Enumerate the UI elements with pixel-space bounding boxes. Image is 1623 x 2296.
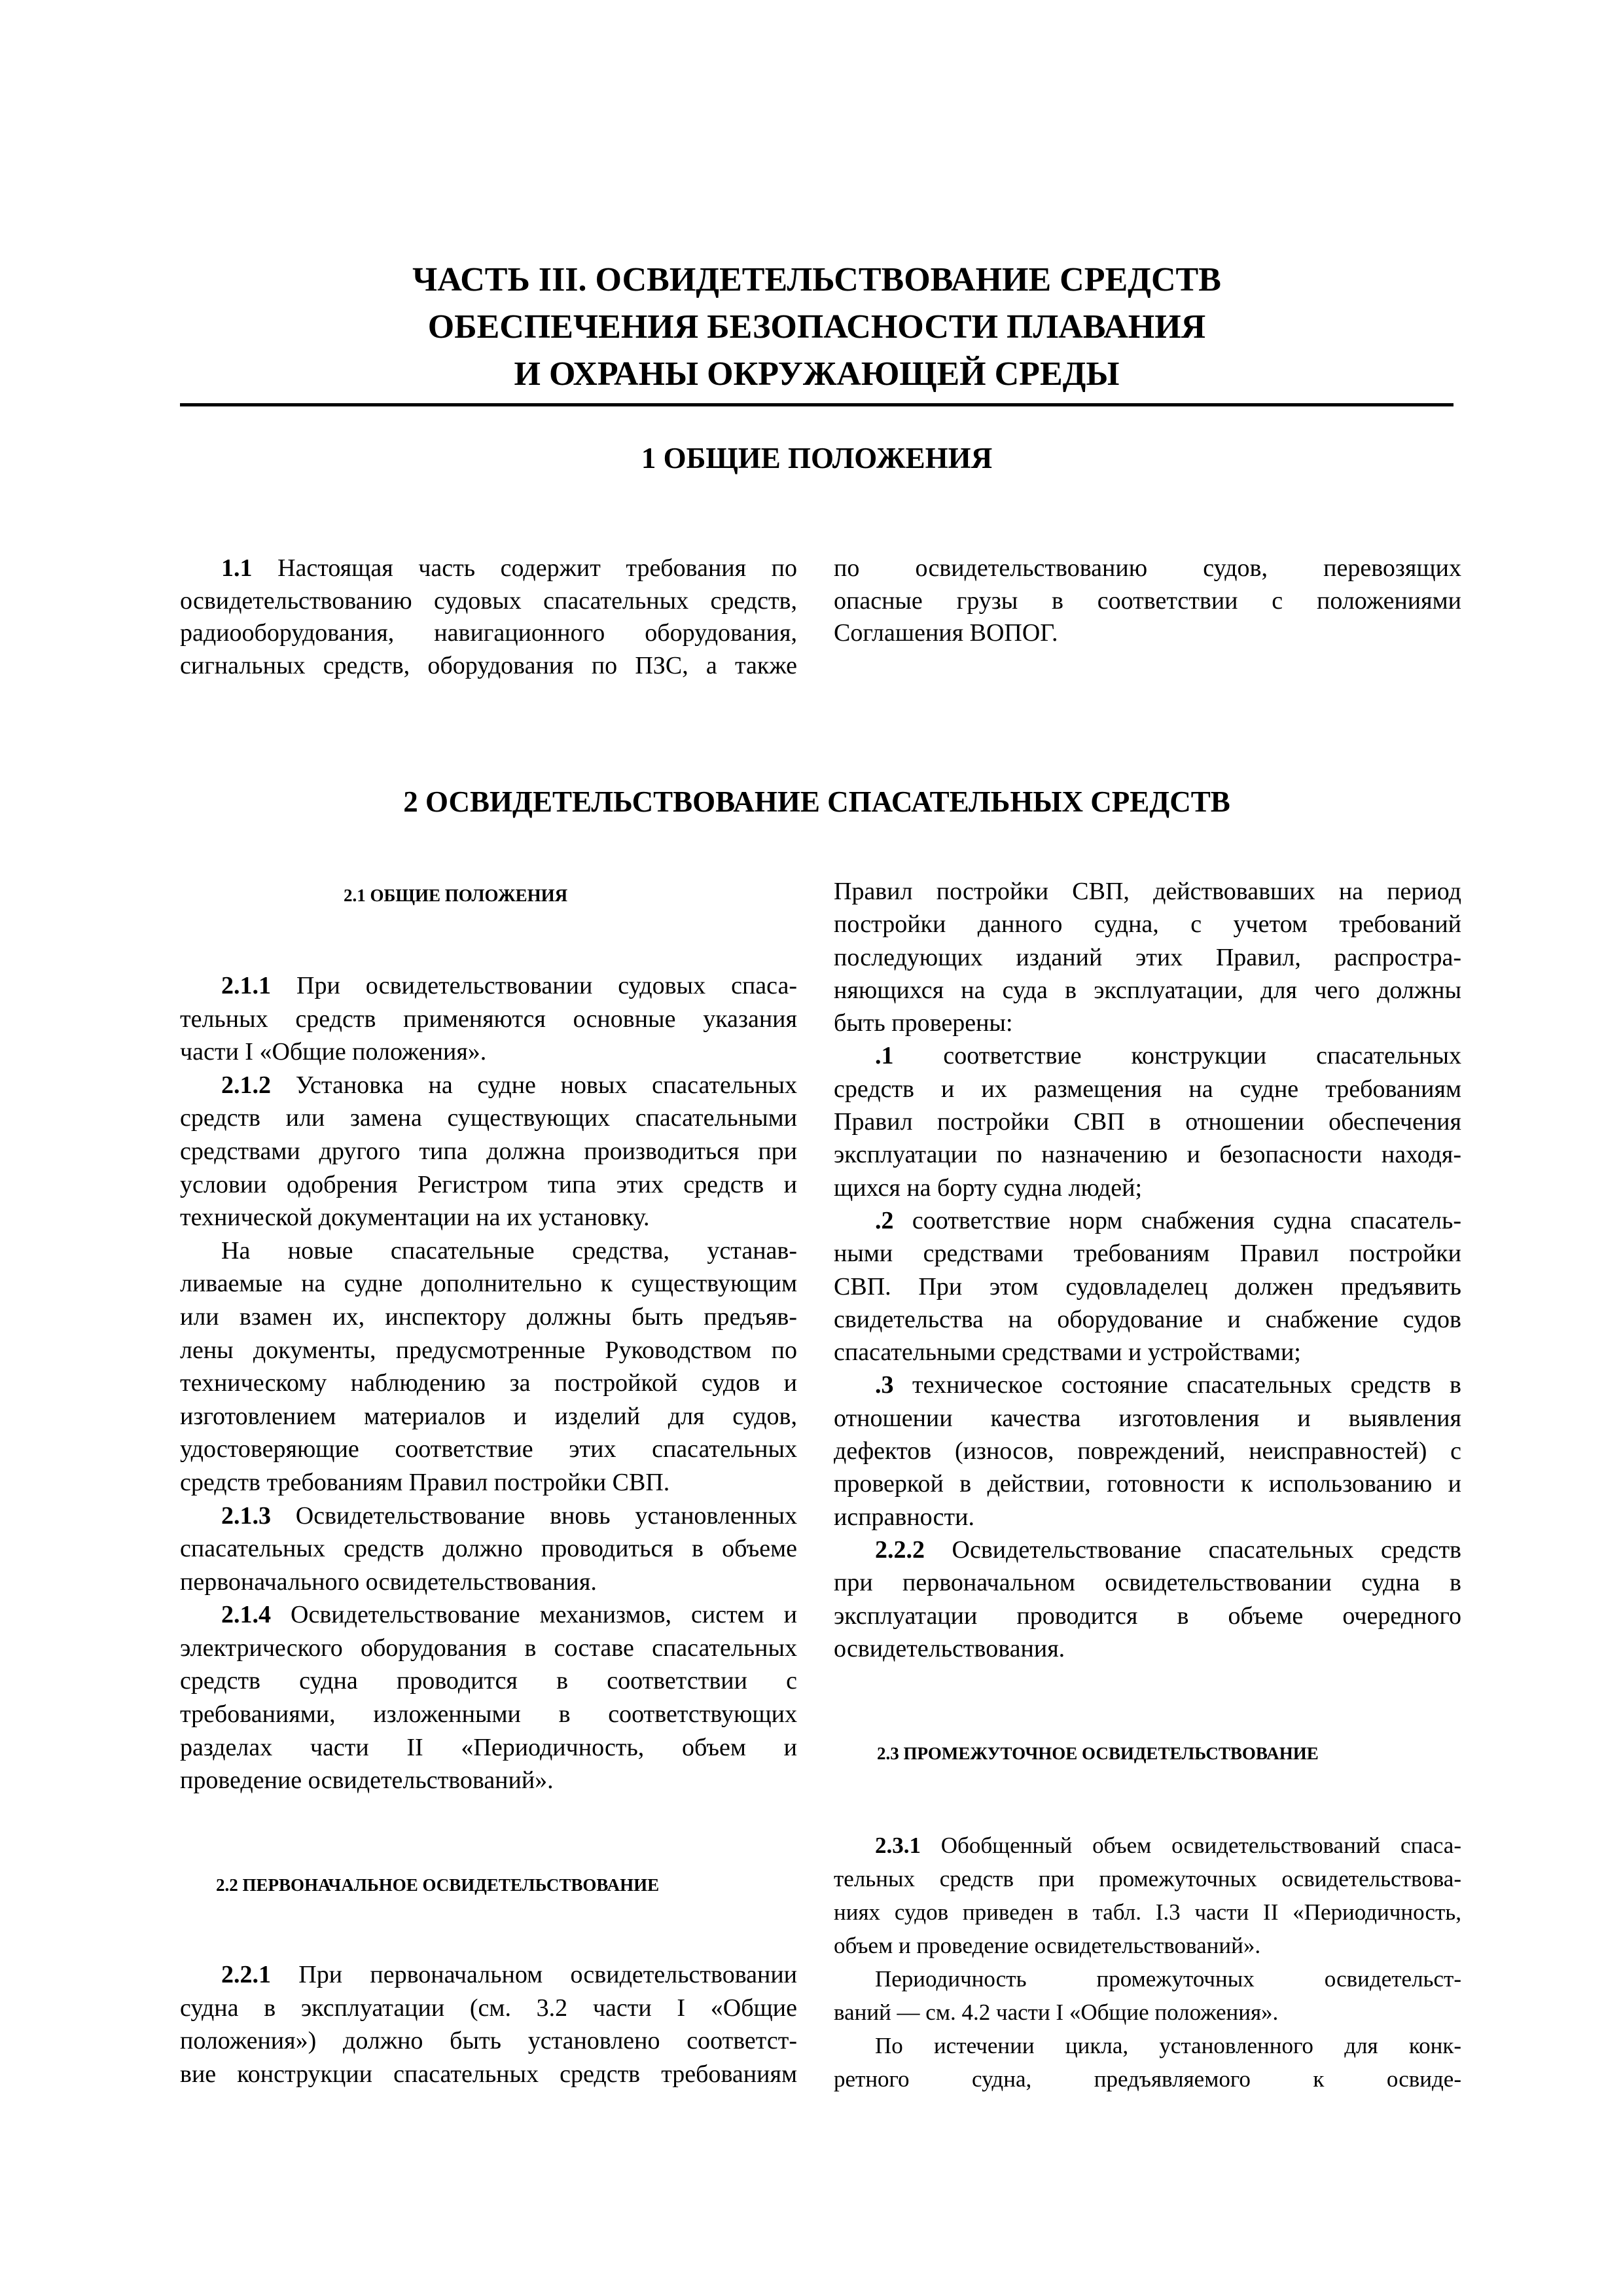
line-text: Правил постройки СВП в отношении обеспечения [834,1108,1461,1136]
paragraph-number: .1 [875,1042,894,1070]
text-line [180,1135,797,1168]
line-text: ными средствами требованиям Правил постройки [834,1240,1461,1268]
text-line [834,1402,1461,1435]
text-line [834,1369,1461,1401]
text-line [834,1962,1461,1996]
text-line [180,1035,797,1069]
paragraph-number: 2.2.1 [221,1961,271,1988]
line-text: последующих изданий этих Правил, распростра- [834,943,1461,971]
text-line [834,1105,1461,1138]
paragraph-number: 2.1.3 [221,1501,271,1530]
subsection-2-2-left-text [180,1958,797,2090]
text-line [834,1829,1461,1862]
line-text: Освидетельствование вновь установленных [295,1501,798,1530]
text-line [834,1435,1461,1467]
section-2-heading: 2 ОСВИДЕТЕЛЬСТВОВАНИЕ СПАСАТЕЛЬНЫХ СРЕДСТВ [403,785,1230,818]
line-text: На новые спасательные средства, устанав- [221,1236,797,1265]
line-text: условии одобрения Регистром типа этих средств и [180,1170,797,1198]
line-text: лены документы, предусмотренные Руководством по [180,1336,797,1364]
text-line [180,552,797,585]
text-line [834,1566,1461,1599]
text-line [180,1958,797,1992]
paragraph-number: .3 [875,1371,894,1399]
title-rule [180,403,1454,406]
text-line [834,1303,1461,1336]
text-line [180,1698,797,1731]
paragraph-number: 2.3.1 [875,1833,921,1858]
text-line [834,585,1461,618]
text-line [180,1300,797,1334]
line-text: ниях судов приведен в табл. I.3 части II «Периодичность, [834,1899,1461,1925]
text-line [834,617,1461,650]
text-line [834,908,1461,941]
paragraph [834,2029,1461,2096]
paragraph-number: 2.2.2 [875,1535,925,1564]
text-line [834,1138,1461,1171]
line-text: радиооборудования, навигационного оборудования, [180,619,797,647]
text-line [834,1467,1461,1500]
text-line [180,1466,797,1499]
line-text: Обобщенный объем освидетельствований спаса- [940,1833,1461,1858]
text-line [180,1992,797,2025]
line-text: изготовлением материалов и изделий для судов, [180,1402,797,1430]
line-text: или взамен их, инспектору должны быть предъяв- [180,1302,797,1331]
title-line: ОБЕСПЕЧЕНИЯ БЕЗОПАСНОСТИ ПЛАВАНИЯ [427,308,1206,346]
line-text: техническое состояние спасательных средств в [912,1371,1462,1399]
text-line [180,617,797,650]
paragraph [180,552,797,682]
line-text: дефектов (износов, повреждений, неисправностей) с [834,1437,1461,1465]
line-text: средств и их размещения на судне требованиям [834,1075,1461,1103]
title-line: И ОХРАНЫ ОКРУЖАЮЩЕЙ СРЕДЫ [514,355,1120,393]
subsection-2-1-text [180,969,797,1797]
line-text: исправности. [834,1503,974,1531]
text-line [834,1632,1461,1665]
line-text: ваний — см. 4.2 части I «Общие положения». [834,2000,1279,2025]
text-line [834,1534,1461,1566]
text-line [834,1501,1461,1534]
line-text: по освидетельствованию судов, перевозящих [834,554,1461,582]
paragraph [834,1039,1461,1204]
paragraph [834,1962,1461,2029]
paragraph [834,1369,1461,1533]
text-line [834,1073,1461,1105]
paragraph [180,1234,797,1499]
line-text: средств судна проводится в соответствии с [180,1667,797,1695]
text-line [180,585,797,618]
line-text: освидетельствования. [834,1634,1065,1662]
subsection-2-3-text [834,1829,1461,2096]
line-text: Правил постройки СВП, действовавших на период [834,878,1461,905]
line-text: судна в эксплуатации (см. 3.2 части I «Общие [180,1994,797,2022]
line-text: средств или замена существующих спасательными [180,1104,797,1132]
paragraph-number: 2.1.4 [221,1601,271,1629]
subsection-2-2-right-text [834,875,1461,1665]
paragraph [180,1499,797,1599]
text-line [834,2062,1461,2096]
line-text: требованиями, изложенными в соответствующих [180,1700,797,1729]
text-line [180,1632,797,1665]
paragraph [180,969,797,1069]
text-line [180,1532,797,1566]
paragraph [180,1069,797,1234]
line-text: освидетельствованию судовых спасательных средств, [180,586,797,615]
paragraph [834,1829,1461,1962]
text-line [834,1237,1461,1270]
section-1-heading: 1 ОБЩИЕ ПОЛОЖЕНИЯ [641,442,993,475]
paragraph-number: 2.1.1 [221,972,271,999]
line-text: средств требованиям Правил постройки СВП. [180,1468,670,1496]
text-line [834,1895,1461,1929]
text-line [834,974,1461,1007]
line-text: положения») должно быть установлено соответст- [180,2027,797,2055]
line-text: электрического оборудования в составе спасательных [180,1634,797,1662]
line-text: При первоначальном освидетельствовании [298,1961,798,1988]
text-line [834,1929,1461,1962]
text-line [180,1664,797,1698]
text-line [180,1234,797,1268]
text-line [180,1400,797,1433]
section-1-left-column [180,552,797,682]
line-text: вие конструкции спасательных средств требованиям [180,2060,797,2088]
line-text: части I «Общие положения». [180,1038,487,1066]
paragraph-number: 1.1 [221,554,253,582]
paragraph [180,1598,797,1797]
line-text: спасательными средствами и устройствами; [834,1338,1301,1367]
text-line [834,2029,1461,2062]
text-line [180,1102,797,1135]
line-text: няющихся на суда в эксплуатации, для чего должны [834,976,1461,1004]
text-line [180,1168,797,1202]
line-text: Настоящая часть содержит требования по [277,554,798,582]
line-text: соответствие конструкции спасательных [943,1042,1462,1070]
line-text: По истечении цикла, установленного для конк- [875,2033,1461,2058]
line-text: Установка на судне новых спасательных [295,1071,798,1099]
line-text: тельных средств применяются основные указания [180,1005,797,1033]
section-1-right-column [834,552,1461,650]
line-text: эксплуатации по назначению и безопасности находя- [834,1141,1461,1169]
text-line [834,875,1461,908]
text-line [180,1731,797,1765]
text-line [834,1862,1461,1895]
line-text: Соглашения ВОПОГ. [834,619,1058,647]
line-text: технической документации на их установку. [180,1204,650,1232]
paragraph [834,1534,1461,1665]
line-text: проведение освидетельствований». [180,1767,554,1795]
text-line [180,1499,797,1533]
subsection-2-3-heading: 2.3 ПРОМЕЖУТОЧНОЕ ОСВИДЕТЕЛЬСТВОВАНИЕ [877,1744,1319,1763]
line-text: спасательных средств должно проводиться в объеме [180,1535,797,1563]
line-text: щихся на борту судна людей; [834,1174,1143,1202]
line-text: При освидетельствовании судовых спаса- [296,972,797,999]
paragraph [834,875,1461,1039]
line-text: эксплуатации проводится в объеме очередного [834,1602,1461,1630]
text-line [180,2058,797,2091]
text-line [180,1334,797,1367]
paragraph [180,1958,797,2090]
line-text: проверкой в действии, готовности к использованию и [834,1470,1461,1498]
line-text: Освидетельствование механизмов, систем и [291,1601,798,1629]
line-text: Освидетельствование спасательных средств [952,1535,1461,1564]
line-text: СВП. При этом судовладелец должен предъявить [834,1272,1461,1300]
line-text: ретного судна, предъявляемого к освиде- [834,2066,1461,2092]
line-text: быть проверены: [834,1009,1013,1037]
text-line [180,1367,797,1400]
text-line [180,1267,797,1300]
line-text: сигнальных средств, оборудования по ПЗС, а также [180,651,797,679]
text-line [834,1336,1461,1369]
text-line [180,1003,797,1036]
text-line [180,1201,797,1234]
paragraph-number: 2.1.2 [221,1071,271,1099]
text-line [834,1039,1461,1072]
text-line [834,1204,1461,1237]
line-text: объем и проведение освидетельствований». [834,1933,1261,1958]
line-text: отношении качества изготовления и выявления [834,1404,1461,1432]
line-text: соответствие норм снабжения судна спасатель- [912,1206,1461,1234]
line-text: первоначального освидетельствования. [180,1568,597,1596]
line-text: опасные грузы в соответствии с положениями [834,586,1461,615]
subsection-2-2-heading: 2.2 ПЕРВОНАЧАЛЬНОЕ ОСВИДЕТЕЛЬСТВОВАНИЕ [216,1875,660,1895]
text-line [180,1764,797,1797]
text-line [180,650,797,683]
line-text: удостоверяющие соответствие этих спасательных [180,1435,797,1463]
text-line [834,1007,1461,1039]
line-text: техническому наблюдению за постройкой судов и [180,1369,797,1397]
text-line [180,969,797,1003]
part-title [180,257,1454,398]
text-line [834,1172,1461,1204]
text-line [180,1433,797,1466]
paragraph [834,552,1461,650]
line-text: ливаемые на судне дополнительно к существующим [180,1270,797,1298]
paragraph [834,1204,1461,1369]
text-line [834,941,1461,974]
title-line: ЧАСТЬ III. ОСВИДЕТЕЛЬСТВОВАНИЕ СРЕДСТВ [412,261,1221,298]
line-text: тельных средств при промежуточных освидетельствова- [834,1866,1461,1892]
text-line [834,552,1461,585]
line-text: свидетельства на оборудование и снабжение судов [834,1305,1461,1333]
paragraph-number: .2 [875,1206,894,1234]
text-line [180,1598,797,1632]
text-line [180,2024,797,2058]
line-text: постройки данного судна, с учетом требований [834,910,1461,939]
line-text: разделах части II «Периодичность, объем и [180,1733,797,1761]
line-text: Периодичность промежуточных освидетельст- [875,1966,1461,1992]
line-text: средствами другого типа должна производиться при [180,1137,797,1165]
text-line [834,1600,1461,1632]
text-line [180,1566,797,1599]
text-line [834,1270,1461,1303]
subsection-2-1-heading: 2.1 ОБЩИЕ ПОЛОЖЕНИЯ [344,886,568,905]
line-text: при первоначальном освидетельствовании судна в [834,1569,1461,1597]
text-line [180,1069,797,1102]
text-line [834,1996,1461,2029]
